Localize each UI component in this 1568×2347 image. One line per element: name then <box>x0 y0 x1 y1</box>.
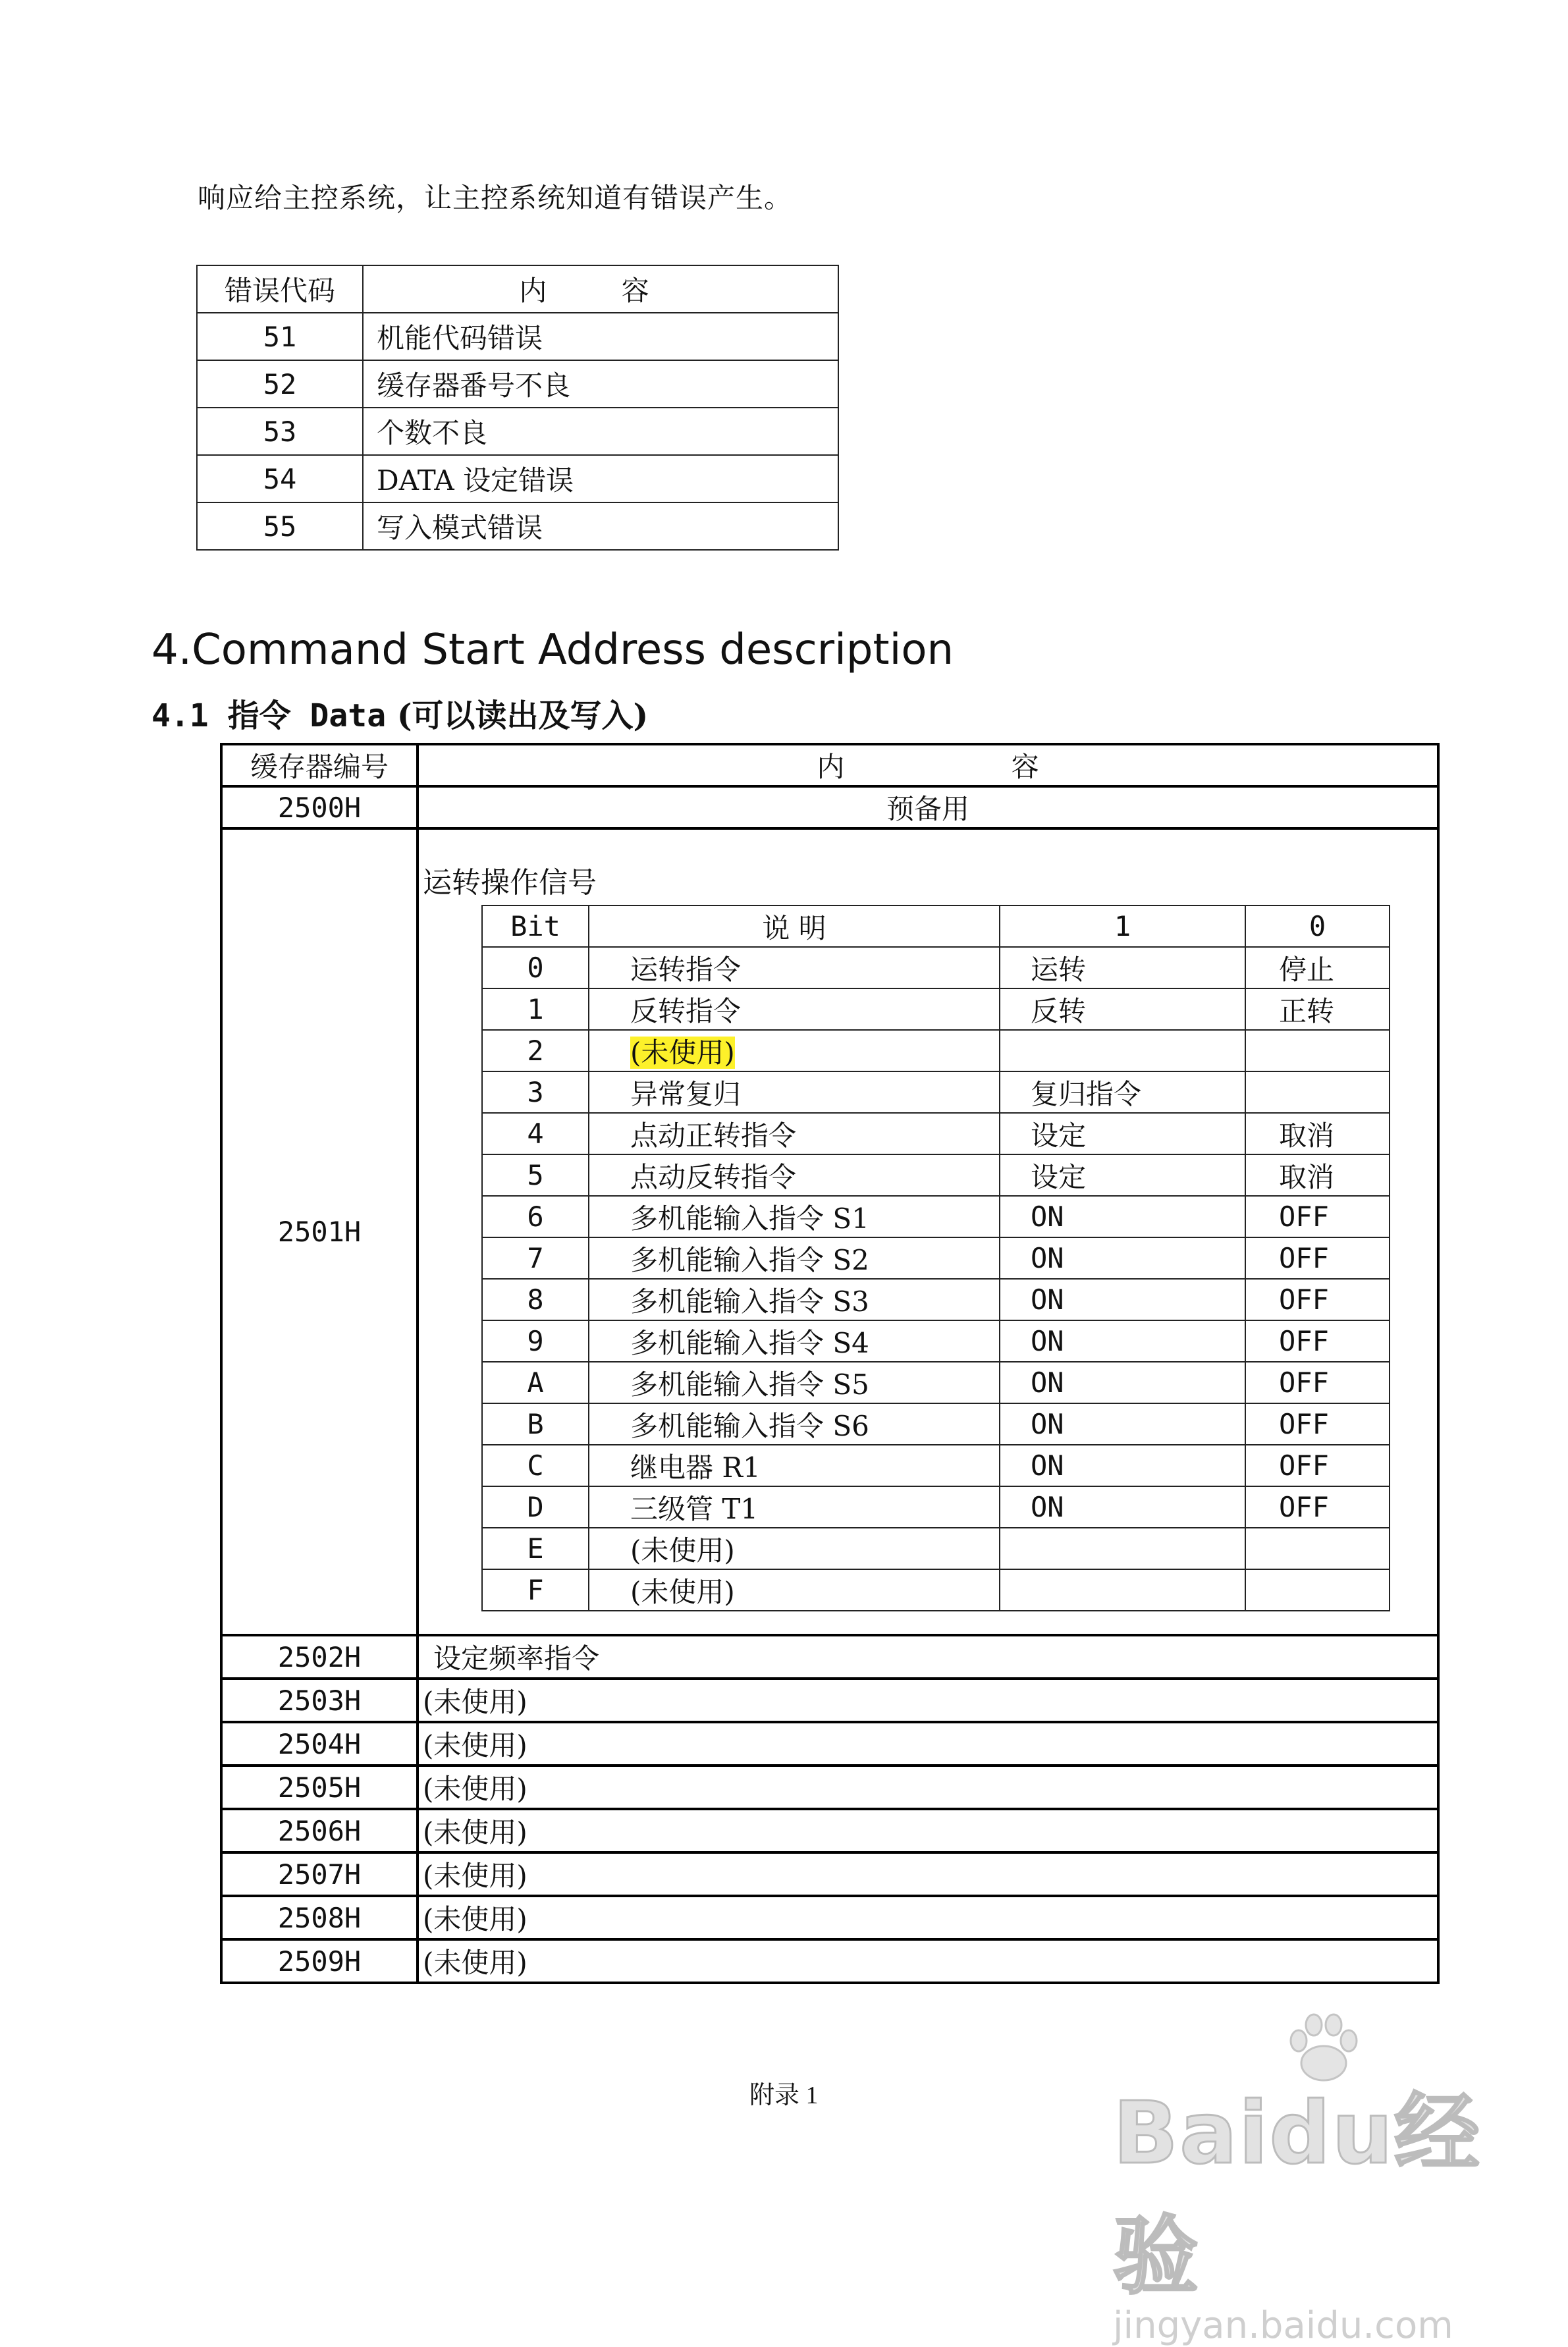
column-header: 内 容 <box>363 265 838 313</box>
column-header: 内 容 <box>418 744 1438 786</box>
bit-number-cell: F <box>482 1569 589 1611</box>
bit-row <box>482 1528 1390 1569</box>
error-code-table <box>196 265 839 551</box>
bit-off-value-cell <box>1245 1569 1390 1611</box>
error-desc-cell: 机能代码错误 <box>363 313 838 360</box>
bit-row <box>482 1196 1390 1237</box>
bit-off-value-cell: OFF <box>1245 1445 1390 1486</box>
bit-row <box>482 1403 1390 1445</box>
table-row <box>197 360 838 408</box>
bit-row <box>482 988 1390 1030</box>
bit-on-value-cell: ON <box>1000 1196 1245 1237</box>
bit-row <box>482 1569 1390 1611</box>
bit-number-cell: 4 <box>482 1113 589 1154</box>
bit-desc-cell: (未使用) <box>589 1528 1000 1569</box>
bit-desc-cell <box>589 1030 1000 1071</box>
bit-on-value-cell: 复归指令 <box>1000 1071 1245 1113</box>
bit-off-value-cell: 正转 <box>1245 988 1390 1030</box>
bit-off-value-cell <box>1245 1030 1390 1071</box>
register-address: 2503H <box>221 1679 418 1722</box>
error-desc-cell: 缓存器番号不良 <box>363 360 838 408</box>
bit-off-value-cell: OFF <box>1245 1279 1390 1320</box>
baidu-watermark <box>1113 2012 1482 2347</box>
register-content: (未使用) <box>418 1852 1438 1896</box>
watermark-main: Baidu经验 <box>1113 2083 1481 2306</box>
bit-row <box>482 1362 1390 1403</box>
register-address: 2506H <box>221 1809 418 1852</box>
bit-number-cell: 8 <box>482 1279 589 1320</box>
error-desc-cell: 写入模式错误 <box>363 502 838 550</box>
bit-number-cell: C <box>482 1445 589 1486</box>
column-header: 1 <box>1000 905 1245 947</box>
bit-off-value-cell <box>1245 1528 1390 1569</box>
table-header-row <box>197 265 838 313</box>
error-code-cell: 51 <box>197 313 363 360</box>
bit-on-value-cell <box>1000 1569 1245 1611</box>
column-header: Bit <box>482 905 589 947</box>
bit-off-value-cell: OFF <box>1245 1320 1390 1362</box>
error-code-cell: 55 <box>197 502 363 550</box>
table-row <box>221 1896 1438 1939</box>
bit-number-cell: 9 <box>482 1320 589 1362</box>
table-row <box>221 1722 1438 1766</box>
paw-logo-icon <box>1284 2012 1363 2084</box>
table-row <box>197 408 838 455</box>
error-code-cell: 54 <box>197 455 363 502</box>
bit-number-cell: 2 <box>482 1030 589 1071</box>
bit-number-cell: 3 <box>482 1071 589 1113</box>
page-footer: 附录 1 <box>749 2082 819 2109</box>
bit-desc-cell: 多机能输入指令 S4 <box>589 1320 1000 1362</box>
bit-number-cell: B <box>482 1403 589 1445</box>
bit-number-cell: D <box>482 1486 589 1528</box>
bit-on-value-cell <box>1000 1030 1245 1071</box>
register-address: 2505H <box>221 1766 418 1809</box>
error-code-cell: 53 <box>197 408 363 455</box>
table-row <box>197 313 838 360</box>
table-row <box>221 786 1438 828</box>
bit-on-value-cell: ON <box>1000 1320 1245 1362</box>
bit-desc-cell: (未使用) <box>589 1569 1000 1611</box>
bit-number-cell: E <box>482 1528 589 1569</box>
bit-desc-cell: 异常复归 <box>589 1071 1000 1113</box>
bit-on-value-cell <box>1000 1528 1245 1569</box>
register-address: 2508H <box>221 1896 418 1939</box>
table-header-row <box>221 744 1438 786</box>
bit-definition-table <box>481 905 1390 1611</box>
bit-on-value-cell: ON <box>1000 1445 1245 1486</box>
bit-off-value-cell: OFF <box>1245 1403 1390 1445</box>
column-header: 错误代码 <box>197 265 363 313</box>
bit-on-value-cell: 反转 <box>1000 988 1245 1030</box>
watermark-url: jingyan.baidu.com <box>1113 2304 1453 2347</box>
bit-number-cell: 1 <box>482 988 589 1030</box>
table-row <box>197 455 838 502</box>
register-content: (未使用) <box>418 1722 1438 1766</box>
table-row <box>197 502 838 550</box>
bit-on-value-cell: ON <box>1000 1237 1245 1279</box>
section-heading: 4.Command Start Address description <box>151 626 954 674</box>
error-code-cell: 52 <box>197 360 363 408</box>
bit-desc-cell: 多机能输入指令 S3 <box>589 1279 1000 1320</box>
register-content: (未使用) <box>418 1896 1438 1939</box>
error-desc-cell: 个数不良 <box>363 408 838 455</box>
register-address: 2500H <box>221 786 418 828</box>
bit-desc-cell: 多机能输入指令 S6 <box>589 1403 1000 1445</box>
bit-on-value-cell: 设定 <box>1000 1154 1245 1196</box>
bit-table-title: 运转操作信号 <box>423 866 597 900</box>
subsection-note: (可以读出及写入) <box>396 697 649 734</box>
register-content: (未使用) <box>418 1679 1438 1722</box>
bit-on-value-cell: ON <box>1000 1486 1245 1528</box>
bit-desc-cell: 反转指令 <box>589 988 1000 1030</box>
register-address: 2501H <box>221 828 418 1635</box>
bit-on-value-cell: 设定 <box>1000 1113 1245 1154</box>
register-address: 2502H <box>221 1635 418 1679</box>
bit-number-cell: 7 <box>482 1237 589 1279</box>
bit-desc-cell: 三级管 T1 <box>589 1486 1000 1528</box>
subsection-heading <box>151 690 648 736</box>
bit-row <box>482 947 1390 988</box>
bit-off-value-cell: OFF <box>1245 1362 1390 1403</box>
bit-off-value-cell: OFF <box>1245 1237 1390 1279</box>
bit-row <box>482 1030 1390 1071</box>
table-header-row <box>482 905 1390 947</box>
bit-on-value-cell: ON <box>1000 1403 1245 1445</box>
table-row <box>221 828 1438 1635</box>
bit-row <box>482 1320 1390 1362</box>
intro-paragraph: 响应给主控系统，让主控系统知道有错误产生。 <box>198 182 793 214</box>
register-table <box>220 743 1440 1984</box>
register-content: 设定频率指令 <box>418 1635 1438 1679</box>
bit-on-value-cell: ON <box>1000 1279 1245 1320</box>
bit-on-value-cell: ON <box>1000 1362 1245 1403</box>
bit-off-value-cell: OFF <box>1245 1486 1390 1528</box>
bit-row <box>482 1071 1390 1113</box>
register-address: 2507H <box>221 1852 418 1896</box>
table-row <box>221 1635 1438 1679</box>
bit-off-value-cell <box>1245 1071 1390 1113</box>
register-content: (未使用) <box>418 1939 1438 1983</box>
bit-off-value-cell: 取消 <box>1245 1154 1390 1196</box>
bit-number-cell: 0 <box>482 947 589 988</box>
table-row <box>221 1679 1438 1722</box>
register-address: 2509H <box>221 1939 418 1983</box>
bit-desc-cell: 多机能输入指令 S1 <box>589 1196 1000 1237</box>
bit-row <box>482 1486 1390 1528</box>
register-content <box>418 828 1438 1635</box>
register-content: (未使用) <box>418 1766 1438 1809</box>
highlighted-text: (未使用) <box>630 1036 735 1069</box>
column-header: 0 <box>1245 905 1390 947</box>
table-row <box>221 1939 1438 1983</box>
bit-on-value-cell: 运转 <box>1000 947 1245 988</box>
bit-off-value-cell: 取消 <box>1245 1113 1390 1154</box>
bit-off-value-cell: OFF <box>1245 1196 1390 1237</box>
column-header: 说 明 <box>589 905 1000 947</box>
bit-row <box>482 1279 1390 1320</box>
bit-row <box>482 1237 1390 1279</box>
bit-number-cell: 6 <box>482 1196 589 1237</box>
register-content: (未使用) <box>418 1809 1438 1852</box>
bit-row <box>482 1113 1390 1154</box>
column-header: 缓存器编号 <box>221 744 418 786</box>
register-address: 2504H <box>221 1722 418 1766</box>
bit-desc-cell: 点动正转指令 <box>589 1113 1000 1154</box>
subsection-label: 4.1 指令 Data <box>151 697 387 734</box>
bit-off-value-cell: 停止 <box>1245 947 1390 988</box>
bit-desc-cell: 运转指令 <box>589 947 1000 988</box>
table-row <box>221 1809 1438 1852</box>
bit-desc-cell: 继电器 R1 <box>589 1445 1000 1486</box>
bit-desc-cell: 多机能输入指令 S5 <box>589 1362 1000 1403</box>
bit-number-cell: 5 <box>482 1154 589 1196</box>
register-content: 预备用 <box>418 786 1438 828</box>
bit-row <box>482 1154 1390 1196</box>
bit-desc-cell: 点动反转指令 <box>589 1154 1000 1196</box>
bit-desc-cell: 多机能输入指令 S2 <box>589 1237 1000 1279</box>
table-row <box>221 1852 1438 1896</box>
table-row <box>221 1766 1438 1809</box>
bit-row <box>482 1445 1390 1486</box>
bit-number-cell: A <box>482 1362 589 1403</box>
error-desc-cell: DATA 设定错误 <box>363 455 838 502</box>
